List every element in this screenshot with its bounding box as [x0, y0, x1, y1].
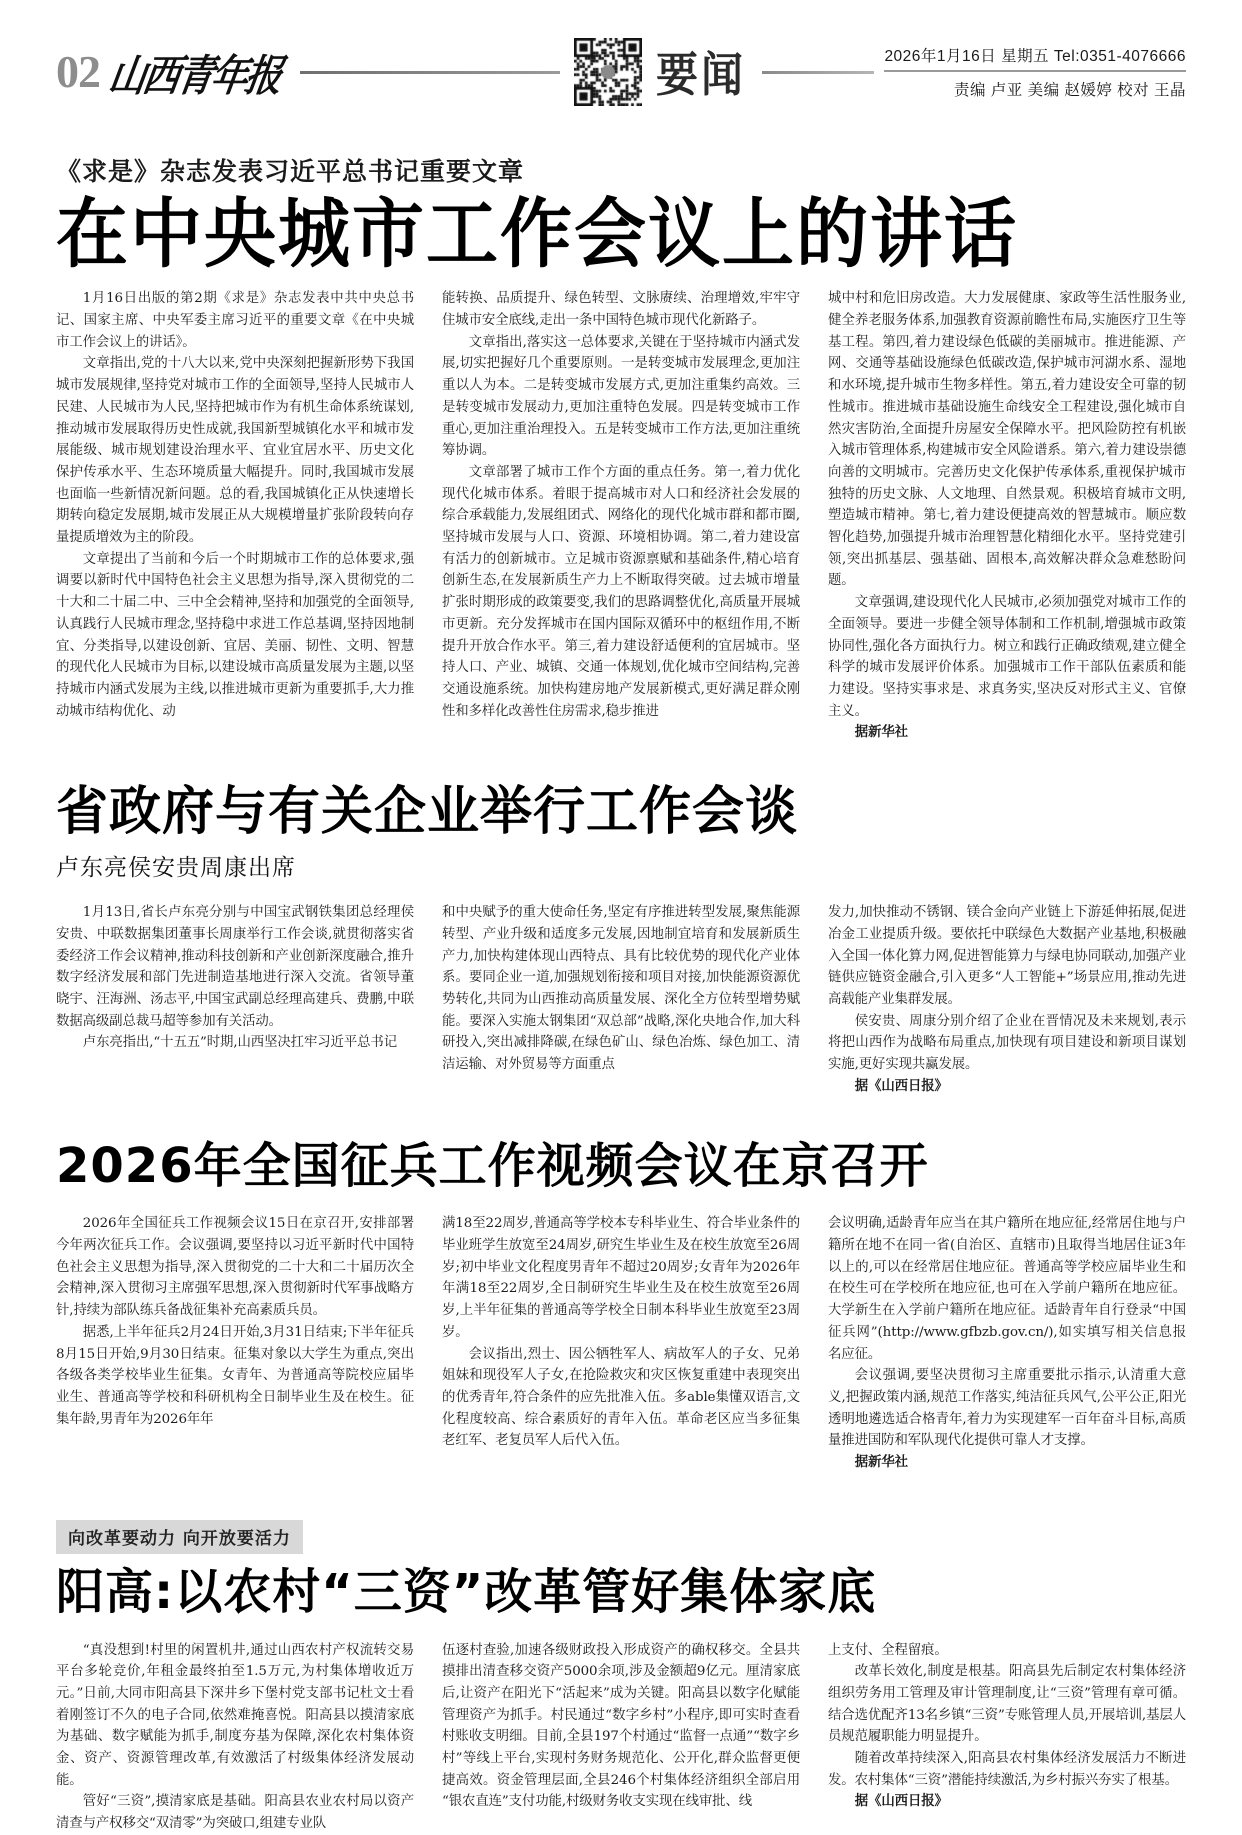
masthead-meta — [884, 44, 1186, 100]
article-talks — [56, 784, 1186, 1098]
article-conscription-columns — [56, 1213, 1186, 1473]
masthead-rule-mid — [762, 71, 874, 74]
paragraph: 城中村和危旧房改造。大力发展健康、家政等生活性服务业,健全养老服务体系,加强教育资源前瞻性布局,实施医疗卫生等基工程。第四,着力建设绿色低碳的美丽城市。推进能源、产网、交通等基础设施绿色低碳改造,保护城市河湖水系、湿地和水环境,提升城市生物多样性。第五,着力建设安全可靠的韧性城市。推进城市基础设施生命线安全工程建设,强化城市自然灾害防治,全面提升房屋安全保障水平。把风险防控有机嵌入城市管理体系,构建城市安全风险谱系。第六,着力建设崇德向善的文明城市。完善历史文化保护传承体系,重视保护城市独特的历史文脉、人文地理、自然景观。积极培育城市文明,塑造城市精神。第七,着力建设便捷高效的智慧城市。顺应数智化趋势,加强提升城市治理智慧化精细化水平。坚持党建引领,突出抓基层、强基础、固根本,高效解决群众急难愁盼问题。 — [828, 291, 1186, 589]
paragraph: 会议明确,适龄青年应当在其户籍所在地应征,经常居住地与户籍所在地不在同一省(自治区、直辖市)且取得当地居住证3年以上的,可以在经常居住地应征。普通高等学校应届毕业生和在校生可在学校所在地应征,也可在入学前户籍所在地应征。大学新生在入学前户籍所在地应征。适龄青年自行登录“中国征兵网”(http://www.gfbzb.gov.cn/),如实填写相关信息报名应征。 — [828, 1216, 1186, 1362]
article-talks-col-2 — [442, 902, 800, 1076]
article-speech-columns — [56, 288, 1186, 744]
article-talks-col-1 — [56, 902, 414, 1054]
article-yanggao-col-2 — [442, 1640, 800, 1814]
article-yanggao-col-1 — [56, 1640, 414, 1835]
paragraph: 2026年全国征兵工作视频会议15日在京召开,安排部署今年两次征兵工作。会议强调,要坚持以习近平新时代中国特色社会主义思想为指导,深入贯彻党的二十大和二十届历次全会精神,深入贯彻习主席强军思想,深入贯彻新时代军事战略方针,持续为部队练兵备战征集补充高素质兵员。 — [56, 1216, 414, 1319]
paragraph: 伍逐村查验,加速各级财政投入形成资产的确权移交。全县共摸排出清查移交资产5000余项,涉及金额超9亿元。厘清家底后,让资产在阳光下“活起来”成为关键。阳高县以数字化赋能管理资产为抓手。村民通过“数字乡村”小程序,即可实时查看村账收支明细。目前,全县197个村通过“监督一点通”“数字乡村”等线上平台,实现村务财务规范化、公开化,群众监督更便捷高效。资金管理层面,全县246个村集体经济组织全部启用“银农直连”支付功能,村级财务收支实现在线审批、线 — [442, 1642, 800, 1810]
paragraph: 文章部署了城市工作个方面的重点任务。第一,着力优化现代化城市体系。着眼于提高城市对人口和经济社会发展的综合承载能力,发展组团式、网络化的现代化城市群和都市圈,坚持城市发展与人口、资源、环境相协调。第二,着力建设富有活力的创新城市。立足城市资源禀赋和基础条件,精心培育创新生态,在发展新质生产力上不断取得突破。过去城市增量扩张时期形成的政策要变,我们的思路调整优化,高质量开展城市更新。充分发挥城市在国内国际双循环中的枢纽作用,不断提升开放合作水平。第三,着力建设舒适便利的宜居城市。坚持人口、产业、城镇、交通一体规划,优化城市空间结构,完善交通设施系统。加快构建房地产发展新模式,更好满足群众刚性和多样化改善性住房需求,稳步推进 — [442, 464, 800, 719]
article-speech — [56, 152, 1186, 744]
editorial-staff: 责编 卢亚 美编 赵媛婷 校对 王晶 — [953, 82, 1186, 99]
article-conscription-headline[interactable]: 2026年全国征兵工作视频会议在京召开 — [56, 1137, 929, 1194]
paragraph: 发力,加快推动不锈钢、镁合金向产业链上下游延伸拓展,促进冶金工业提质升级。要依托中联绿色大数据产业基地,积极融入全国一体化算力网,促进智能算力与绿电协同联动,加强产业链供应链资金融合,引入更多“人工智能+”场景应用,推动先进高载能产业集群发展。 — [828, 905, 1186, 1008]
article-speech-col-2 — [442, 288, 800, 722]
paragraph: 文章提出了当前和今后一个时期城市工作的总体要求,强调要以新时代中国特色社会主义思想为指导,深入贯彻党的二十大和二十届二中、三中全会精神,坚持和加强党的全面领导,认真践行人民城市理念,坚持稳中求进工作总基调,坚持因地制宜、分类指导,以建设创新、宜居、美丽、韧性、文明、智慧的现代化人民城市为目标,以建设城市高质量发展为主题,以坚持城市内涵式发展为主线,以推进城市更新为重要抓手,大力推动城市结构优化、动 — [56, 551, 414, 719]
paragraph: 会议强调,要坚决贯彻习主席重要批示指示,认清重大意义,把握政策内涵,规范工作落实,纯洁征兵风气,公平公正,阳光透明地遴选适合格青年,着力为实现建军一百年奋斗目标,高质量推进国防和军队现代化提供可靠人才支撑。 — [828, 1368, 1186, 1449]
article-talks-subhead: 卢东亮侯安贵周康出席 — [56, 855, 296, 882]
article-conscription — [56, 1137, 1186, 1474]
article-conscription-col-3 — [828, 1213, 1186, 1473]
paragraph: 能转换、品质提升、绿色转型、文脉赓续、治理增效,牢牢守住城市安全底线,走出一条中国特色城市现代化新路子。 — [442, 291, 800, 329]
paragraph: 改革长效化,制度是根基。阳高县先后制定农村集体经济组织劳务用工管理及审计管理制度,让“三资”管理有章可循。结合选优配齐13名乡镇“三资”专账管理人员,开展培训,基层人员规范履职能力明显提升。 — [828, 1664, 1186, 1745]
masthead — [56, 0, 1186, 118]
paragraph: 1月16日出版的第2期《求是》杂志发表中共中央总书记、国家主席、中央军委主席习近平的重要文章《在中央城市工作会议上的讲话》。 — [56, 291, 414, 350]
paragraph: 文章指出,落实这一总体要求,关键在于坚持城市内涵式发展,切实把握好几个重要原则。一是转变城市发展理念,更加注重以人为本。二是转变城市发展方式,更加注重集约高效。三是转变城市发展动力,更加注重特色发展。四是转变城市工作重心,更加注重治理投入。五是转变城市工作方法,更加注重统筹协调。 — [442, 334, 800, 459]
article-yanggao — [56, 1520, 1186, 1835]
paragraph: 和中央赋予的重大使命任务,坚定有序推进转型发展,聚焦能源转型、产业升级和适度多元发展,因地制宜培育和发展新质生产力,加快构建体现山西特点、具有比较优势的现代化产业体系。要同企业一道,加强规划衔接和项目对接,加快能源资源优势转化,共同为山西推动高质量发展、深化全方位转型增势赋能。要深入实施太钢集团“双总部”战略,深化央地合作,加大科研投入,突出减排降碳,在绿色矿山、绿色冶炼、绿色加工、清洁运输、对外贸易等方面重点 — [442, 905, 800, 1073]
article-yanggao-columns — [56, 1640, 1186, 1835]
article-talks-headline[interactable]: 省政府与有关企业举行工作会谈 — [56, 782, 799, 843]
paragraph: 据悉,上半年征兵2月24日开始,3月31日结束;下半年征兵8月15日开始,9月30日结束。征集对象以大学生为重点,突出各级各类学校毕业生征集。女青年、为普通高等院校应届毕业生、普通高等学校和科研机构全日制毕业生及在校生。征集年龄,男青年为2026年年 — [56, 1324, 414, 1427]
article-yanggao-headline[interactable]: 阳高:以农村“三资”改革管好集体家底 — [56, 1563, 877, 1620]
paragraph: 会议指出,烈士、因公牺牲军人、病故军人的子女、兄弟姐妹和现役军人子女,在抢险救灾和灾区恢复重建中表现突出的优秀青年,符合条件的应先批准入伍。多able集懂双语言,文化程度较高、综合素质好的青年入伍。革命老区应当多征集老红军、老复员军人后代入伍。 — [442, 1346, 800, 1449]
paragraph: 随着改革持续深入,阳高县农村集体经济发展活力不断进发。农村集体“三资”潜能持续激活,为乡村振兴夯实了根基。 — [828, 1751, 1186, 1788]
article-talks-columns — [56, 902, 1186, 1097]
qr-code-icon[interactable] — [574, 38, 642, 106]
paragraph: 1月13日,省长卢东亮分别与中国宝武钢铁集团总经理侯安贵、中联数据集团董事长周康举行工作会谈,就贯彻落实省委经济工作会议精神,推动科技创新和产业创新深度融合,推升数字经济发展和部门先进制造基地进行深入交流。省领导董晓宇、汪海洲、汤志平,中国宝武副总经理高建兵、费鹏,中联数据高级副总裁马超等参加有关活动。 — [56, 905, 414, 1029]
page-number: 02 — [56, 46, 100, 97]
article-talks-col-3 — [828, 902, 1186, 1097]
article-speech-col-3 — [828, 288, 1186, 744]
article-speech-col-1 — [56, 288, 414, 722]
article-yanggao-tag: 向改革要动力 向开放要活力 — [56, 1520, 303, 1554]
paragraph: 文章指出,党的十八大以来,党中央深刻把握新形势下我国城市发展规律,坚持党对城市工作的全面领导,坚持人民城市人民建、人民城市为人民,坚持把城市作为有机生命体系统谋划,推动城市发展取得历史性成就,我国新型城镇化水平和城市发展能级、城市规划建设治理水平、宜业宜居水平、历史文化保护传承水平、生态环境质量大幅提升。同时,我国城市发展也面临一些新情况新问题。总的看,我国城镇化正从快速增长期转向稳定发展期,城市发展正从大规模增量扩张阶段转向存量提质增效为主的阶段。 — [56, 356, 414, 546]
article-talks-source: 据《山西日报》 — [854, 1077, 948, 1094]
paper-logo: 山西青年报 — [105, 49, 284, 101]
article-conscription-source: 据新华社 — [854, 1454, 908, 1471]
article-yanggao-source: 据《山西日报》 — [854, 1793, 948, 1810]
paragraph: “真没想到!村里的闲置机井,通过山西农村产权流转交易平台多轮竞价,年租金最终拍至1.5万元,为村集体增收近万元。”日前,大同市阳高县下深井乡下堡村党支部书记杜文士看着刚签订不久的电子合同,依然难掩喜悦。阳高县以摸清家底为基础、数字赋能为抓手,制度夯基为保障,深化农村集体资金、资产、资源管理改革,有效激活了村级集体经济发展动能。 — [56, 1642, 414, 1788]
publication-date: 2026年1月16日 星期五 Tel:0351-4076666 — [884, 44, 1186, 72]
article-conscription-col-2 — [442, 1213, 800, 1452]
paragraph: 卢东亮指出,“十五五”时期,山西坚决扛牢习近平总书记 — [82, 1035, 397, 1051]
article-speech-headline[interactable]: 在中央城市工作会议上的讲话 — [56, 188, 1019, 278]
article-speech-shoulder: 《求是》杂志发表习近平总书记重要文章 — [56, 157, 525, 186]
paragraph: 满18至22周岁,普通高等学校本专科毕业生、符合毕业条件的毕业班学生放宽至24周岁,研究生毕业生及在校生放宽至26周岁;初中毕业文化程度男青年不超过20周岁;女青年为2026年年满18至22周岁,全日制研究生毕业生及在校生放宽至26周岁,上半年征集的普通高等学校全日制本科毕业生放宽至23周岁。 — [442, 1216, 800, 1340]
article-yanggao-col-3 — [828, 1640, 1186, 1814]
paragraph: 上支付、全程留痕。 — [828, 1642, 948, 1658]
article-conscription-col-1 — [56, 1213, 414, 1430]
article-speech-source: 据新华社 — [854, 724, 908, 741]
masthead-rule-left — [300, 71, 560, 74]
paragraph: 管好“三资”,摸清家底是基础。阳高县农业农村局以资产清查与产权移交“双清零”为突破口,组建专业队 — [56, 1794, 414, 1832]
paragraph: 侯安贵、周康分别介绍了企业在晋情况及未来规划,表示将把山西作为战略布局重点,加快现有项目建设和新项目谋划实施,更好实现共赢发展。 — [828, 1013, 1186, 1073]
section-title: 要闻 — [656, 47, 747, 103]
paragraph: 文章强调,建设现代化人民城市,必须加强党对城市工作的全面领导。要进一步健全领导体制和工作机制,增强城市政策协同性,强化各方面执行力。树立和践行正确政绩观,建立健全科学的城市发展评价体系。加强城市工作干部队伍素质和能力建设。坚持实事求是、求真务实,坚决反对形式主义、官僚主义。 — [828, 595, 1186, 719]
